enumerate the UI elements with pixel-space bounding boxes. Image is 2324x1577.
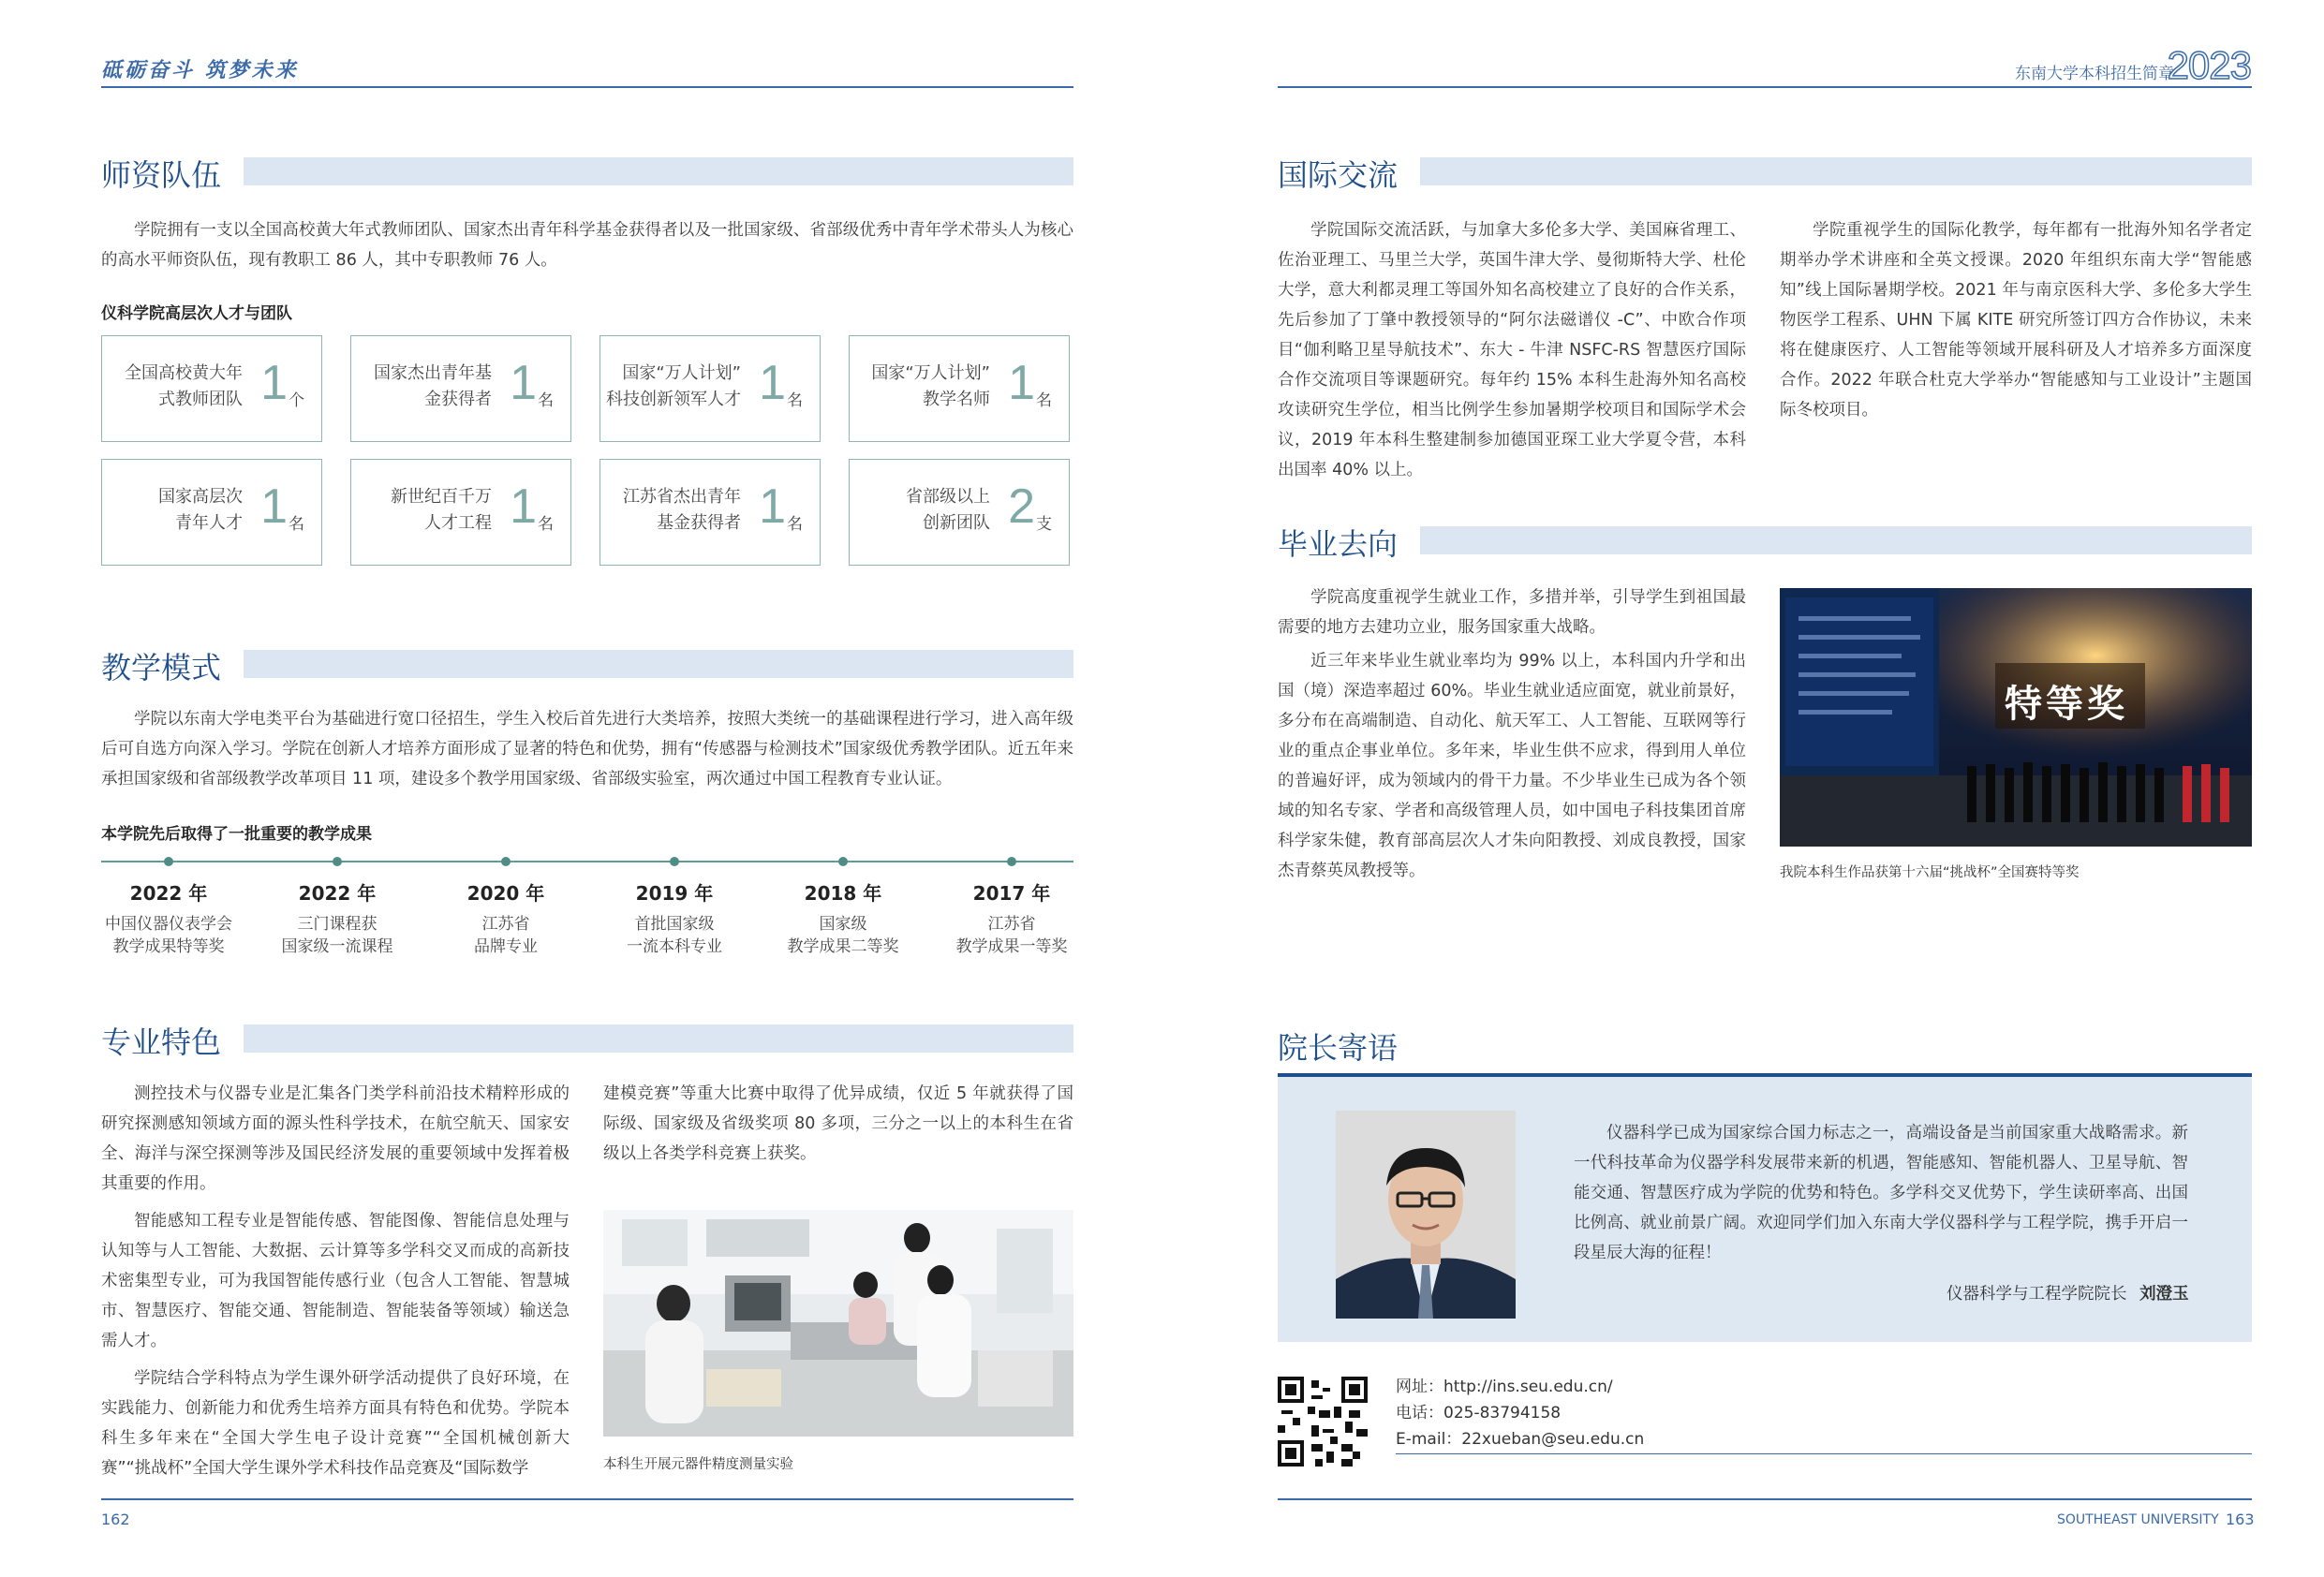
talent-box-unit: 名	[787, 391, 803, 410]
timeline-desc: 首批国家级 一流本科专业	[627, 915, 722, 956]
talent-box	[350, 459, 571, 566]
timeline-year: 2017 年	[972, 882, 1051, 905]
timeline-dot	[164, 857, 173, 866]
header-rule-right	[1278, 86, 2252, 88]
talent-box-unit: 支	[1036, 515, 1052, 534]
timeline-item	[590, 878, 759, 958]
talent-box-unit: 名	[538, 391, 554, 410]
timeline-dot	[1007, 857, 1016, 866]
talent-box-count: 1	[260, 356, 288, 410]
section-title-employment: 毕业去向	[1278, 526, 1399, 562]
timeline-desc: 国家级 教学成果二等奖	[787, 915, 899, 956]
dean-portrait	[1336, 1111, 1516, 1319]
header-brand: 东南大学本科招生简章	[2015, 65, 2174, 83]
award-photo	[1780, 588, 2252, 847]
talent-box-label: 国家高层次 青年人才	[158, 487, 243, 533]
talent-box	[350, 335, 571, 442]
talent-box-label: 省部级以上 创新团队	[906, 487, 990, 533]
talent-box-label: 国家杰出青年基 金获得者	[374, 363, 492, 409]
footer-university: SOUTHEAST UNIVERSITY	[2057, 1512, 2219, 1527]
faculty-intro: 学院拥有一支以全国高校黄大年式教师团队、国家杰出青年科学基金获得者以及一批国家级、省部级优秀中青年学术带头人为核心的高水平师资队伍，现有教职工 86 人，其中专职教师 76 人。	[101, 221, 1073, 270]
timeline-desc: 中国仪器仪表学会 教学成果特等奖	[105, 915, 232, 956]
section-bar-faculty	[244, 157, 1073, 185]
talent-box-count: 2	[1008, 479, 1035, 534]
timeline-dot	[333, 857, 342, 866]
talent-box	[849, 335, 1070, 442]
header-rule-left	[101, 86, 1073, 88]
dean-signature	[1947, 1281, 2189, 1304]
section-bar-features	[244, 1024, 1073, 1053]
section-title-teaching: 教学模式	[101, 650, 222, 685]
timeline-year: 2019 年	[635, 882, 714, 905]
section-title-international: 国际交流	[1278, 157, 1399, 193]
page-number-right: 163	[2226, 1511, 2255, 1528]
talent-box	[600, 335, 821, 442]
timeline-year: 2020 年	[466, 882, 545, 905]
timeline-dot	[501, 857, 511, 866]
talent-box-label: 国家“万人计划” 科技创新领军人才	[606, 363, 741, 409]
qr-code-icon	[1278, 1377, 1368, 1466]
section-bar-teaching	[244, 650, 1073, 678]
features-p4: 建模竞赛”等重大比赛中取得了优异成绩，仅近 5 年就获得了国际级、国家级及省级奖项 80 多项，三分之一以上的本科生在省级以上各类学科竞赛上获奖。	[603, 1084, 1073, 1163]
timeline-item	[927, 878, 1096, 958]
timeline-desc: 三门课程获 国家级一流课程	[281, 915, 393, 956]
award-photo-text: 特等奖	[2005, 683, 2128, 726]
section-title-faculty: 师资队伍	[101, 157, 222, 193]
features-p1: 测控技术与仪器专业是汇集各门类学科前沿技术精粹形成的研究探测感知领域方面的源头性科学技术，在航空航天、国家安全、海洋与深空探测等涉及国民经济发展的重要领域中发挥着极其重要的作用。	[101, 1084, 570, 1193]
footer-rule-right	[1278, 1498, 2252, 1500]
talent-box-count: 1	[260, 479, 288, 534]
talent-box	[600, 459, 821, 566]
talent-box-count: 1	[510, 356, 537, 410]
international-right: 学院重视学生的国际化教学，每年都有一批海外知名学者定期举办学术讲座和全英文授课。2020 年组织东南大学“智能感知”线上国际暑期学校。2021 年与南京医科大学、多伦多大学生物医学工程系、UHN 下属 KITE 研究所签订四方合作协议，未来将在健康医疗、人工智能等领域开展科研及人才培养多方面深度合作。2022 年联合杜克大学举办“智能感知与工业设计”主题国际冬校项目。	[1780, 221, 2252, 420]
timeline-year: 2022 年	[129, 882, 208, 905]
talent-box-count: 1	[759, 356, 786, 410]
timeline-item	[759, 878, 927, 958]
dean-signature-name: 刘澄玉	[2139, 1285, 2189, 1304]
timeline-year: 2022 年	[298, 882, 377, 905]
talent-box-unit: 名	[538, 515, 554, 534]
timeline-dot	[838, 857, 848, 866]
features-p3: 学院结合学科特点为学生课外研学活动提供了良好环境，在实践能力、创新能力和优秀生培养方面具有特色和优势。学院本科生多年来在“全国大学生电子设计竞赛”“全国机械创新大赛”“挑战杯”全国大学生课外学术科技作品竞赛及“国际数学	[101, 1369, 570, 1478]
timeline-year: 2018 年	[804, 882, 882, 905]
section-bar-international	[1420, 157, 2252, 185]
teaching-subhead: 本学院先后取得了一批重要的教学成果	[101, 825, 372, 844]
section-title-dean: 院长寄语	[1278, 1030, 1399, 1066]
timeline-item	[84, 878, 253, 958]
header-slogan: 砥砺奋斗 筑梦未来	[101, 58, 299, 82]
features-p2: 智能感知工程专业是智能传感、智能图像、智能信息处理与认知等与人工智能、大数据、云计算等多学科交叉而成的高新技术密集型专业，可为我国智能传感行业（包含人工智能、智慧城市、智慧医疗、智能交通、智能制造、智能装备等领域）输送急需人才。	[101, 1212, 570, 1350]
timeline-desc: 江苏省 教学成果一等奖	[955, 915, 1068, 956]
timeline-dot	[670, 857, 679, 866]
contact-email[interactable]: E-mail：22xueban@seu.edu.cn	[1396, 1430, 1645, 1449]
features-left-col	[101, 1079, 570, 1483]
section-bar-employment	[1420, 526, 2252, 554]
talent-box-count: 1	[759, 479, 786, 534]
talent-box-count: 1	[1008, 356, 1035, 410]
talent-box	[101, 335, 322, 442]
footer-rule-left	[101, 1498, 1073, 1500]
employment-p2: 近三年来毕业生就业率均为 99% 以上，本科国内升学和出国（境）深造率超过 60%。毕业生就业适应面宽，就业前景好，多分布在高端制造、自动化、航天军工、人工智能、互联网等行业的重点企事业单位。多年来，毕业生供不应求，得到用人单位的普遍好评，成为领域内的骨干力量。不少毕业生已成为各个领域的知名专家、学者和高级管理人员，如中国电子科技集团首席科学家朱健，教育部高层次人才朱向阳教授、刘成良教授，国家杰青蔡英凤教授等。	[1278, 652, 1746, 880]
faculty-subhead: 仪科学院高层次人才与团队	[101, 304, 292, 323]
talent-box-label: 江苏省杰出青年 基金获得者	[623, 487, 741, 533]
talent-box	[849, 459, 1070, 566]
timeline-item	[253, 878, 422, 958]
employment-text	[1278, 582, 1746, 886]
lab-photo-caption: 本科生开展元器件精度测量实验	[603, 1457, 793, 1472]
employment-p1: 学院高度重视学生就业工作，多措并举，引导学生到祖国最需要的地方去建功立业，服务国家重大战略。	[1278, 588, 1746, 637]
page-number-left: 162	[101, 1511, 130, 1528]
international-left: 学院国际交流活跃，与加拿大多伦多大学、美国麻省理工、佐治亚理工、马里兰大学，英国牛津大学、曼彻斯特大学、杜伦大学，意大利都灵理工等国外知名高校建立了良好的合作关系，先后参加了丁肇中教授领导的“阿尔法磁谱仪 -C”、中欧合作项目“伽利略卫星导航技术”、东大 - 牛津 NSFC-RS 智慧医疗国际合作交流项目等课题研究。每年约 15% 本科生赴海外知名高校攻读研究生学位，相当比例学生参加暑期学校项目和国际学术会议，2019 年本科生整建制参加德国亚琛工业大学夏令营，本科出国率 40% 以上。	[1278, 221, 1746, 479]
dean-signature-role: 仪器科学与工程学院院长	[1947, 1285, 2127, 1304]
contact-rule	[1396, 1453, 2252, 1454]
dean-message: 仪器科学已成为国家综合国力标志之一，高端设备是当前国家重大战略需求。新一代科技革命为仪器学科发展带来新的机遇，智能感知、智能机器人、卫星导航、智能交通、智慧医疗成为学院的优势和特色。多学科交叉优势下，学生读研率高、出国比例高、就业前景广阔。欢迎同学们加入东南大学仪器科学与工程学院，携手开启一段星辰大海的征程！	[1574, 1124, 2188, 1262]
award-photo-caption: 我院本科生作品获第十六届“挑战杯”全国赛特等奖	[1780, 865, 2080, 880]
header-year: 2023	[2167, 43, 2251, 87]
timeline-desc: 江苏省 品牌专业	[474, 915, 538, 956]
timeline-axis	[101, 861, 1073, 862]
timeline-item	[422, 878, 590, 958]
talent-box-unit: 名	[289, 515, 304, 534]
talent-box-label: 全国高校黄大年 式教师团队	[125, 363, 243, 409]
talent-box-label: 国家“万人计划” 教学名师	[871, 363, 990, 409]
teaching-body: 学院以东南大学电类平台为基础进行宽口径招生，学生入校后首先进行大类培养，按照大类统一的基础课程进行学习，进入高年级后可自选方向深入学习。学院在创新人才培养方面形成了显著的特色和优势，拥有“传感器与检测技术”国家级优秀教学团队。近五年来承担国家级和省部级教学改革项目 11 项，建设多个教学用国家级、省部级实验室，两次通过中国工程教育专业认证。	[101, 710, 1073, 788]
talent-box-unit: 名	[1036, 391, 1052, 410]
talent-box-unit: 名	[787, 515, 803, 534]
talent-box-count: 1	[510, 479, 537, 534]
talent-box-label: 新世纪百千万 人才工程	[391, 487, 492, 533]
section-title-features: 专业特色	[101, 1024, 222, 1060]
contact-phone: 电话：025-83794158	[1396, 1404, 1562, 1422]
lab-photo	[603, 1210, 1073, 1437]
talent-box	[101, 459, 322, 566]
talent-box-unit: 个	[289, 391, 304, 410]
contact-website[interactable]: 网址：http://ins.seu.edu.cn/	[1396, 1378, 1613, 1396]
